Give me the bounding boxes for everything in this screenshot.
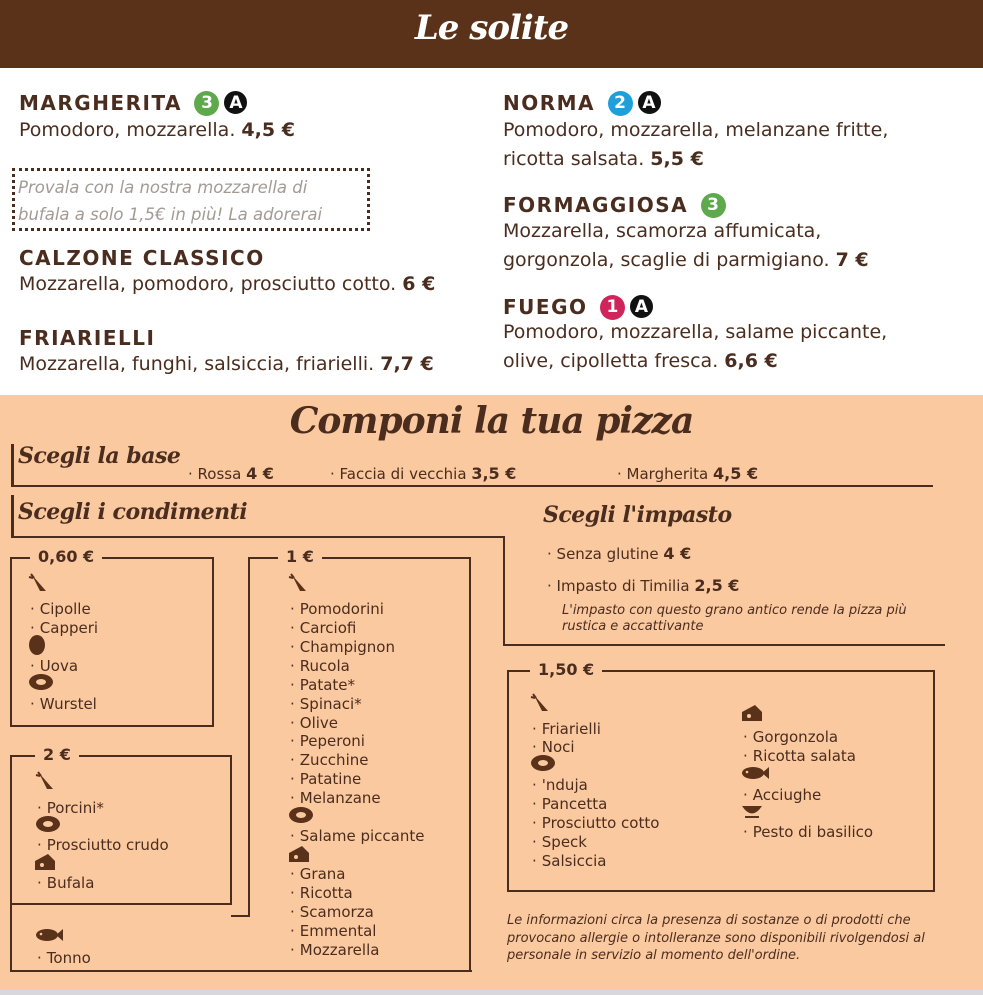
list-item: · Emmental — [290, 922, 376, 940]
meat-icon — [28, 673, 54, 691]
list-item: · Patate* — [290, 676, 355, 694]
list-item: · Salame piccante — [290, 827, 424, 845]
divider — [503, 644, 945, 646]
badge-spicy-level: 1 — [600, 295, 625, 320]
list-item: · Cipolle — [30, 600, 91, 618]
list-item: · Pomodorini — [290, 600, 384, 618]
bottom-strip — [0, 990, 983, 995]
meat-icon — [35, 815, 61, 833]
impasto-item-timilia: · Impasto di Timilia 2,5 € — [547, 576, 740, 595]
pizza-desc-calzone: Mozzarella, pomodoro, prosciutto cotto. 6 € — [19, 273, 436, 295]
pizza-name-norma: NORMA 2 A — [503, 90, 662, 116]
cheese-icon — [288, 845, 310, 863]
divider — [503, 536, 505, 646]
list-item: · Noci — [532, 738, 575, 756]
divider — [10, 904, 12, 972]
base-item-rossa: · Rossa 4 € — [188, 464, 274, 483]
divider — [11, 444, 14, 486]
list-item: · Pesto di basilico — [743, 823, 873, 841]
pizza-desc-norma: Pomodoro, mozzarella, melanzane fritte, ricotta salsata. 5,5 € — [503, 119, 889, 170]
list-item: · Peperoni — [290, 732, 365, 750]
list-item: · Acciughe — [743, 786, 821, 804]
list-item: · 'nduja — [532, 776, 588, 794]
list-item: · Rucola — [290, 657, 350, 675]
list-item: · Capperi — [30, 619, 98, 637]
meat-icon — [530, 754, 556, 772]
pizza-desc-fuego: Pomodoro, mozzarella, salame piccante, olive, cipolletta fresca. 6,6 € — [503, 321, 888, 372]
list-item: · Prosciutto cotto — [532, 814, 659, 832]
cheese-icon — [741, 704, 763, 722]
list-item: · Friarielli — [532, 720, 601, 738]
divider — [11, 495, 14, 537]
box-label-060: 0,60 € — [30, 547, 102, 566]
section-title-le-solite: Le solite — [414, 8, 569, 48]
allergen-note: Le informazioni circa la presenza di sostanze o di prodotti che provocano allergie o intolleranze sono disponibili rivolgendosi al personale in servizio al momento dell'ordine. — [507, 913, 925, 963]
fish-icon — [35, 927, 63, 943]
carrot-icon — [28, 572, 50, 594]
condimenti-title: Scegli i condimenti — [18, 499, 248, 525]
box-label-2: 2 € — [35, 745, 79, 764]
impasto-note: L'impasto con questo grano antico rende la pizza più rustica e accattivante — [562, 603, 907, 634]
base-title: Scegli la base — [18, 443, 181, 469]
box-label-150: 1,50 € — [530, 660, 602, 679]
base-item-margherita: · Margherita 4,5 € — [617, 464, 759, 483]
list-item: · Mozzarella — [290, 941, 379, 959]
badge-spicy-level: 3 — [701, 193, 726, 218]
list-item: · Zucchine — [290, 751, 368, 769]
badge-allergen: A — [223, 90, 248, 115]
divider — [11, 485, 933, 487]
box-label-1: 1 € — [278, 547, 322, 566]
list-item: · Patatine — [290, 770, 361, 788]
impasto-title: Scegli l'impasto — [543, 502, 732, 528]
badge-spicy-level: 2 — [608, 91, 633, 116]
badge-allergen: A — [629, 294, 654, 319]
promo-line-1: Provala con la nostra mozzarella di — [18, 178, 308, 197]
carrot-icon — [530, 692, 552, 714]
list-item: · Ricotta — [290, 884, 353, 902]
list-item: · Olive — [290, 714, 338, 732]
list-item: · Champignon — [290, 638, 395, 656]
compose-title: Componi la tua pizza — [289, 400, 694, 442]
pizza-desc-friarielli: Mozzarella, funghi, salsiccia, friarielli. 7,7 € — [19, 353, 434, 375]
pizza-name-friarielli: FRIARIELLI — [19, 326, 156, 350]
pesto-bowl-icon — [741, 801, 763, 819]
list-item: · Spinaci* — [290, 695, 362, 713]
carrot-icon — [35, 770, 57, 792]
pizza-name-fuego: FUEGO 1 A — [503, 294, 654, 320]
list-item: · Ricotta salata — [743, 747, 856, 765]
list-item: · Gorgonzola — [743, 728, 838, 746]
list-item: · Pancetta — [532, 795, 607, 813]
list-item: · Grana — [290, 865, 345, 883]
base-item-faccia: · Faccia di vecchia 3,5 € — [330, 464, 517, 483]
list-item: · Tonno — [37, 949, 91, 967]
promo-box — [12, 168, 370, 231]
pizza-name-margherita: MARGHERITA 3 A — [19, 90, 248, 116]
promo-line-2: bufala a solo 1,5€ in più! La adorerai — [18, 205, 323, 224]
list-item: · Porcini* — [37, 799, 104, 817]
pizza-desc-formaggiosa: Mozzarella, scamorza affumicata, gorgonzola, scaglie di parmigiano. 7 € — [503, 220, 869, 271]
pizza-name-calzone: CALZONE CLASSICO — [19, 246, 265, 270]
impasto-item-senza-glutine: · Senza glutine 4 € — [547, 544, 692, 563]
cheese-icon — [34, 853, 56, 871]
list-item: · Scamorza — [290, 903, 374, 921]
list-item: · Salsiccia — [532, 852, 607, 870]
pizza-desc-margherita: Pomodoro, mozzarella. 4,5 € — [19, 119, 295, 141]
meat-icon — [288, 806, 314, 824]
badge-allergen: A — [637, 90, 662, 115]
carrot-icon — [288, 572, 310, 594]
promo-border-left — [12, 168, 15, 231]
list-item: · Wurstel — [30, 695, 97, 713]
egg-icon — [28, 632, 46, 656]
list-item: · Speck — [532, 833, 587, 851]
divider — [11, 536, 505, 538]
list-item: · Carciofi — [290, 619, 356, 637]
badge-spicy-level: 3 — [194, 91, 219, 116]
list-item: · Melanzane — [290, 789, 381, 807]
list-item: · Bufala — [37, 874, 94, 892]
list-item: · Prosciutto crudo — [37, 836, 169, 854]
fish-icon — [741, 765, 769, 781]
pizza-name-formaggiosa: FORMAGGIOSA 3 — [503, 193, 726, 218]
list-item: · Uova — [30, 657, 78, 675]
